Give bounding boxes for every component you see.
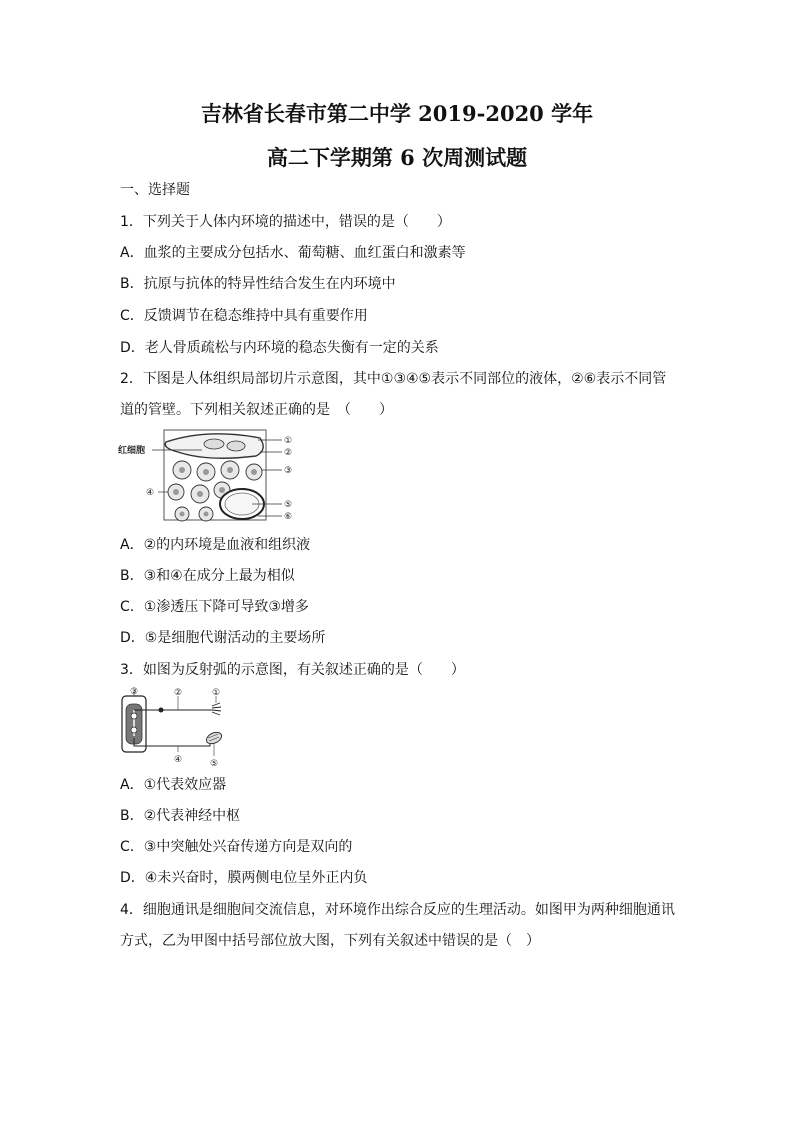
marker-3: ③ [284,466,293,476]
exam-title-line-1: 吉林省长春市第二中学 2019-2020 学年 [200,101,594,126]
question-2-stem-line-1: 2．下图是人体组织局部切片示意图，其中①③④⑤表示不同部位的液体，②⑥表示不同管 [120,371,667,387]
question-3-option-d: D．④未兴奋时，膜两侧电位呈外正内负 [120,870,368,886]
reflex-marker-2: ② [174,688,183,698]
exam-title-line-2: 高二下学期第 6 次周测试题 [266,145,528,170]
question-3-stem: 3．如图为反射弧的示意图，有关叙述正确的是（ ） [120,662,465,678]
question-3-option-c: C．③中突触处兴奋传递方向是双向的 [120,839,353,855]
question-1-stem: 1．下列关于人体内环境的描述中，错误的是（ ） [120,214,451,230]
question-1-option-b: B．抗原与抗体的特异性结合发生在内环境中 [120,276,396,292]
reflex-marker-1: ① [212,688,221,698]
question-1-option-d: D．老人骨质疏松与内环境的稳态失衡有一定的关系 [120,340,439,356]
marker-5: ⑤ [284,500,293,510]
marker-6: ⑥ [284,512,293,522]
question-1-option-a: A．血浆的主要成分包括水、葡萄糖、血红蛋白和激素等 [120,245,466,261]
question-4-stem-line-2: 方式，乙为甲图中括号部位放大图，下列有关叙述中错误的是（ ） [120,933,540,949]
question-3-option-a: A．①代表效应器 [120,777,227,793]
red-blood-cell-label: 红细胞 [118,446,146,456]
section-heading: 一、选择题 [120,182,190,198]
tissue-section-figure [118,428,300,524]
question-2-option-a: A．②的内环境是血液和组织液 [120,537,311,553]
marker-1: ① [284,436,293,446]
reflex-marker-3: ③ [130,687,139,697]
question-2-option-b: B．③和④在成分上最为相似 [120,568,295,584]
question-2-option-d: D．⑤是细胞代谢活动的主要场所 [120,630,326,646]
question-2-stem-line-2: 道的管壁。下列相关叙述正确的是 （ ） [120,402,393,418]
question-1-option-c: C．反馈调节在稳态维持中具有重要作用 [120,308,368,324]
question-4-stem-line-1: 4．细胞通讯是细胞间交流信息，对环境作出综合反应的生理活动。如图甲为两种细胞通讯 [120,902,675,918]
reflex-marker-4: ④ [174,755,183,765]
question-2-option-c: C．①渗透压下降可导致③增多 [120,599,309,615]
marker-2: ② [284,448,293,458]
question-3-option-b: B．②代表神经中枢 [120,808,241,824]
reflex-arc-figure [118,686,230,768]
reflex-marker-5: ⑤ [210,759,219,768]
marker-4: ④ [146,488,155,498]
